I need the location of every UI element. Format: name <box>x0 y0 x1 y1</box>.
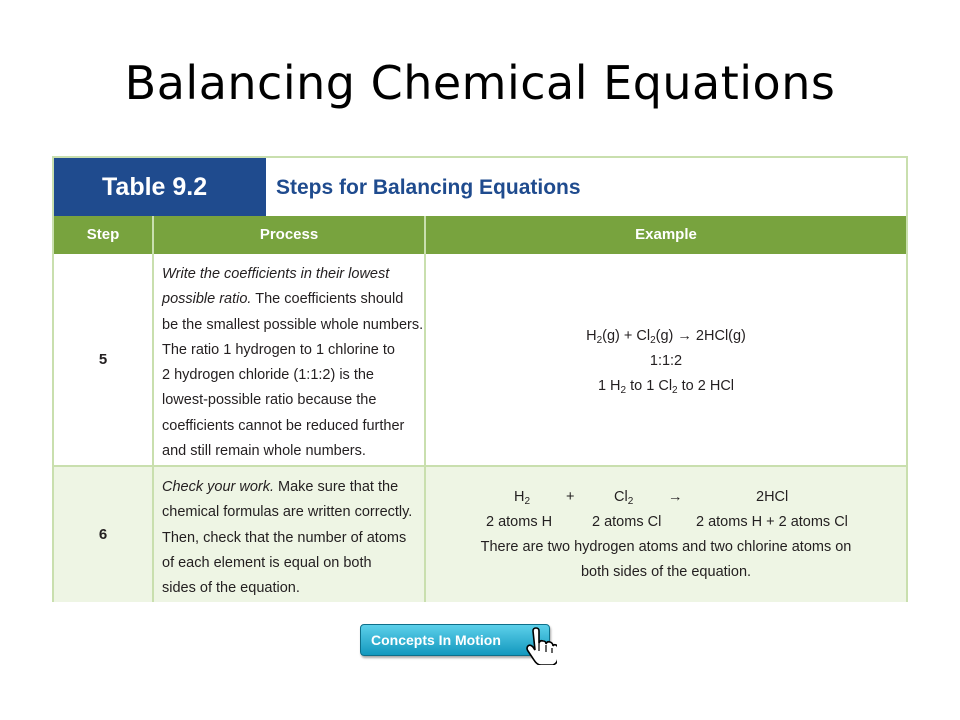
example-cell <box>426 467 906 602</box>
formula-cl2: $Cl_2$ <box>614 489 634 507</box>
table-header <box>54 158 906 216</box>
process-line: Check your work. <box>162 479 275 495</box>
example-cell <box>426 254 906 465</box>
formula-hcl: 2HCl <box>756 489 789 505</box>
process-line: The coefficients should <box>251 291 404 308</box>
pointing-hand-icon <box>523 627 557 665</box>
slide-title: Balancing Chemical Equations <box>124 56 836 110</box>
arrow: → <box>668 489 683 505</box>
process-line: chemical formulas are written correctly. <box>162 504 413 521</box>
column-header-example: Example <box>426 216 906 254</box>
check-note: both sides of the equation. <box>580 564 752 580</box>
process-line: 2 hydrogen chloride (1:1:2) is the <box>162 367 374 384</box>
process-line: Write the coefficients in their lowest <box>162 266 390 282</box>
ratio-words: 1 $H_2$ to 1 $Cl_2$ to 2 HCl <box>597 378 735 396</box>
process-line: lowest-possible ratio because the <box>162 392 377 409</box>
process-line: coefficients cannot be reduced further <box>162 417 405 434</box>
step-number: 5 <box>54 254 154 465</box>
process-line: and still remain whole numbers. <box>162 443 366 460</box>
process-line: Then, check that the number of atoms <box>162 529 407 546</box>
atoms-product: 2 atoms H + 2 atoms Cl <box>696 514 848 530</box>
atoms-cl: 2 atoms Cl <box>592 514 662 530</box>
process-line: Make sure that the <box>274 479 399 495</box>
process-line: sides of the equation. <box>162 580 300 597</box>
process-text <box>154 467 426 602</box>
process-line: The ratio 1 hydrogen to 1 chlorine to <box>162 341 395 358</box>
process-line: possible ratio. <box>162 291 252 308</box>
plus-sign: + <box>566 489 575 505</box>
column-header-process: Process <box>154 216 426 254</box>
process-line: of each element is equal on both <box>162 554 372 571</box>
steps-table <box>52 156 908 602</box>
process-line: be the smallest possible whole numbers. <box>162 316 424 333</box>
table-row <box>54 254 906 467</box>
concepts-in-motion-button[interactable] <box>360 624 550 656</box>
table-row <box>54 467 906 602</box>
step-number: 6 <box>54 467 154 602</box>
table-number: Table 9.2 <box>54 158 266 216</box>
mole-ratio: 1:1:2 <box>649 353 683 369</box>
formula-h2: $H_2$ <box>514 489 531 507</box>
table-caption: Steps for Balancing Equations <box>276 176 581 199</box>
column-header-step: Step <box>54 216 154 254</box>
process-text <box>154 254 426 465</box>
check-note: There are two hydrogen atoms and two chlorine atoms on <box>480 539 852 555</box>
balanced-equation: $H_2(g) + Cl_2(g) \to 2HCl(g)$ <box>586 328 746 346</box>
button-label: Concepts In Motion <box>371 632 501 648</box>
atoms-h: 2 atoms H <box>486 514 553 530</box>
